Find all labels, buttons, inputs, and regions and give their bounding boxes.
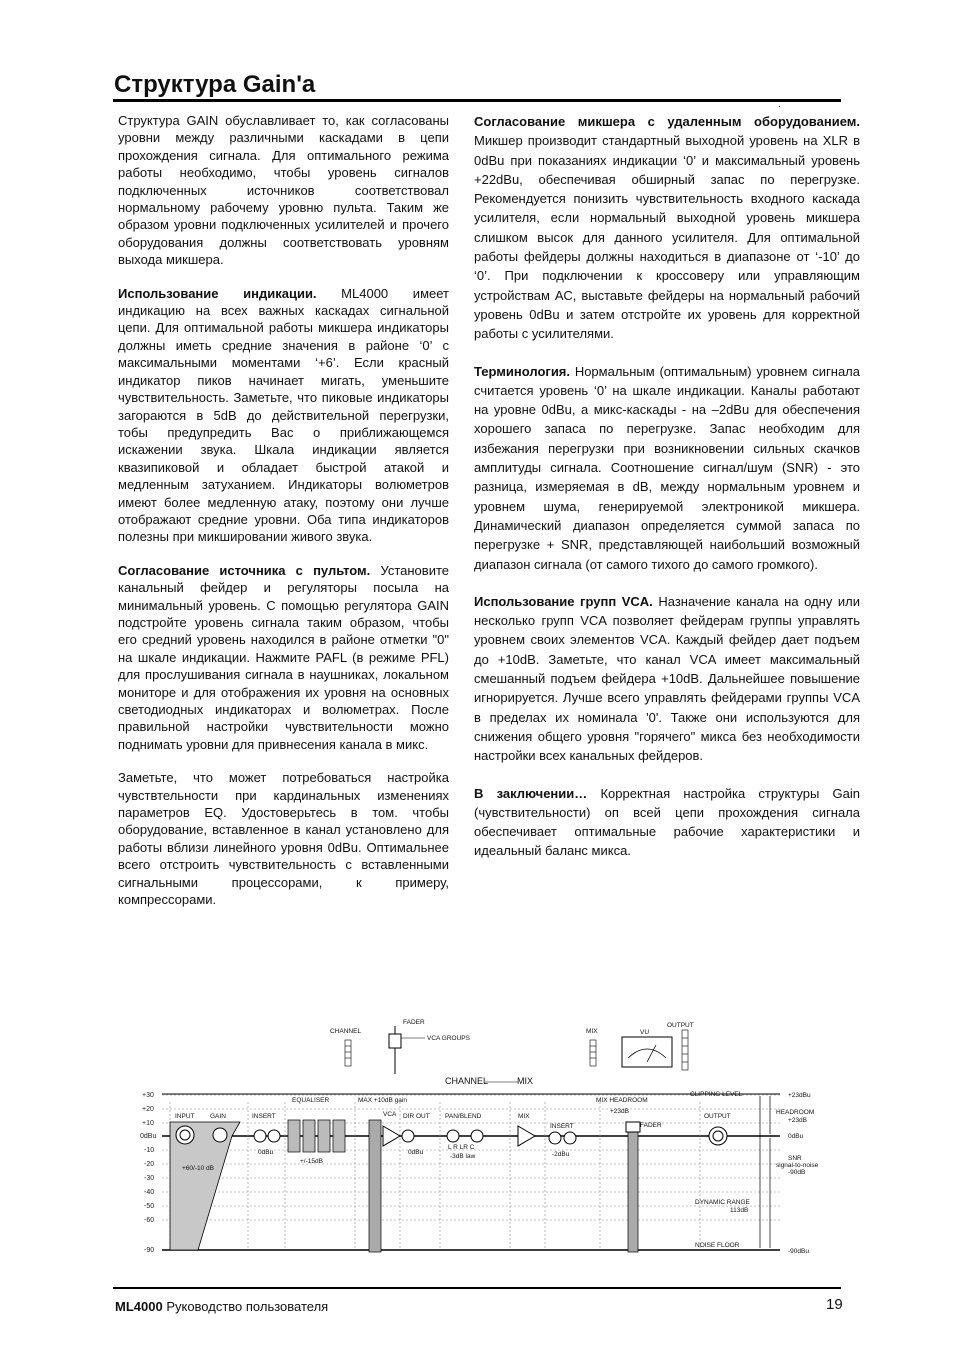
mix-meter-icon (590, 1040, 596, 1066)
page-number: 19 (826, 1296, 843, 1313)
right-zero-label: 0dBu (788, 1133, 804, 1140)
stage-insert2-label: INSERT (550, 1123, 574, 1130)
stage-mix-headroom-label: MIX HEADROOM (596, 1097, 648, 1104)
output-meter-icon (682, 1030, 688, 1070)
stage-mix-label: MIX (518, 1113, 530, 1120)
dir-out-level-value: 0dBu (408, 1149, 424, 1156)
stage-max-gain-label: MAX +10dB gain (358, 1097, 407, 1104)
db-scale (140, 1092, 156, 1254)
intro-paragraph: Структура GAIN обуславливает то, как согласованы уровни между различными каскадами в цепи прохождения сигнала. Для оптимального режима работы необходимо, чтобы уровень сигналов подключенных источников соответствовал нормальному рабочему уровню пульта. Таким же образом уровни подключенных усилителей и прочего оборудования должны соответствовать уровням выхода микшера. (118, 113, 449, 268)
remote-paragraph (474, 112, 860, 344)
footer-title (115, 1299, 328, 1314)
footer-model: ML4000 (115, 1299, 163, 1314)
scale-label: +10 (142, 1120, 154, 1127)
gain-knob-icon (213, 1128, 227, 1142)
stage-eq-label: EQUALISER (292, 1097, 330, 1104)
vca-amp-icon (383, 1126, 400, 1146)
conclusion-paragraph (474, 784, 860, 861)
vu-meter-icon (622, 1037, 672, 1067)
header-rule (113, 99, 841, 102)
meters-text: ML4000 имеет индикацию на всех важных каскадах сигнальной цепи. Для оптимальной работы микшера индикаторы должны иметь средние значения в районе ‘0’ с максимальными моментами ‘+6’. Если красный индикатор пиков начинает мигать, уменьшите чувствительность. Заметьте, что пиковые индикаторы загораются в 5dB до действительной перегрузки, тобы предупредить Вас о приближающемся искажении звука. Шкала индикации является квазипиковой и обладает быстрой атакой и медленным затуханием. Индикаторы волюметров имеют более медленную атаку, поэтому они лучше отображают средние уровни. Оба типа индикаторов полезны при микшировании живого звука. (118, 285, 449, 545)
insert-jack-icon (254, 1130, 266, 1142)
meters-heading: Использование индикации. (118, 285, 317, 301)
mix-level-value: -2dBu (552, 1151, 570, 1158)
mix-insert-jack-icon (564, 1132, 576, 1144)
left-column (118, 112, 449, 924)
vca-groups-label: VCA GROUPS (427, 1035, 470, 1042)
scale-label: +30 (142, 1092, 154, 1099)
pan-knob-icon (447, 1130, 459, 1142)
dir-out-jack-icon (402, 1130, 414, 1142)
stage-gain-label: GAIN (210, 1113, 226, 1120)
right-headroom-label: HEADROOM (776, 1109, 815, 1116)
scale-label: -20 (144, 1161, 155, 1168)
right-snr-label: SNR (788, 1155, 802, 1162)
stage-output-label: OUTPUT (704, 1113, 731, 1120)
channel-section-label: CHANNEL (445, 1076, 489, 1086)
vca-heading: Использование групп VCA. (474, 593, 653, 609)
blend-knob-icon (471, 1130, 483, 1142)
output-jack-inner-icon (713, 1131, 723, 1141)
scale-label: -90 (144, 1247, 155, 1254)
dynamic-range-value: 113dB (730, 1207, 749, 1214)
mix-section-label: MIX (517, 1076, 534, 1086)
gain-range-value: +60/-10 dB (182, 1165, 214, 1172)
pan-outputs-value: L R LR C (448, 1144, 475, 1151)
input-jack-inner-icon (180, 1130, 190, 1140)
output-top-label: OUTPUT (667, 1022, 694, 1029)
mix-insert-jack-icon (549, 1132, 561, 1144)
clipping-level-label: CLIPPING LEVEL (690, 1091, 743, 1098)
stage-vca-label: VCA (383, 1111, 397, 1118)
scale-label: -40 (144, 1189, 155, 1196)
mix-fader-column (628, 1127, 638, 1252)
conclusion-heading: В заключении… (474, 785, 588, 801)
channel-meter-icon (345, 1040, 351, 1066)
right-snr-sub-label: signal-to-noise (776, 1162, 819, 1169)
source-text: Установите канальный фейдер и регуляторы посыла на минимальный уровень. С помощью регулятора GAIN подстройте уровень сигнала таким образом, чтобы его средний уровень находился в районе отметки "0" на шкале индикации. Нажмите PAFL (в режиме PFL) для прослушивания сигнала в наушниках, локальном мониторе и для отображения их уровня на основных светодиодных индикаторах и волюметрах. После правильной настройки чувствительности можно поднимать уровни для привнесения канала в микс. (118, 562, 449, 752)
scale-label: -30 (144, 1175, 155, 1182)
stage-insert-label: INSERT (252, 1113, 276, 1120)
right-snr-value: -90dB (788, 1169, 806, 1176)
noise-floor-label: NOISE FLOOR (695, 1242, 740, 1249)
vu-label: VU (640, 1029, 650, 1036)
stage-mix-headroom-value: +23dB (610, 1108, 629, 1115)
source-heading: Согласование источника с пультом. (118, 562, 371, 578)
stage-input-label: INPUT (175, 1113, 195, 1120)
stage-fader-label: FADER (640, 1122, 662, 1129)
page-title: Структура Gain'a (114, 71, 316, 98)
right-headroom-value: +23dB (788, 1117, 807, 1124)
footer-manual: Руководство пользователя (162, 1299, 329, 1314)
scale-label: +20 (142, 1106, 154, 1113)
level-arrows (760, 1096, 770, 1248)
terminology-paragraph (474, 362, 860, 574)
vca-text: Назначение канала на одну или несколько групп VCA позволяет фейдерам группы управлять уровнем своих элементов VCA. Каждый фейдер дает подъем до +10dB. Заметьте, что канал VCA имеет максимальный смешанный подъем фейдера +10dB. Дальнейшее повышение игнорируется. Лучше всего управлять фейдерами группы VCA в пределах их номинала '0'. Также они используются для снижения общего уровня "горячего" микса без необходимости настройки всех канальных фейдеров. (474, 593, 860, 764)
vca-paragraph (474, 592, 860, 766)
right-minus90-label: -90dBu (788, 1248, 809, 1255)
scale-label: 0dBu (140, 1133, 157, 1140)
remote-heading: Согласование микшера с удаленным оборудованием. (474, 114, 860, 129)
stage-separators (170, 1102, 700, 1250)
scale-label: -10 (144, 1147, 155, 1154)
mix-fader-cap (626, 1122, 640, 1132)
right-column (474, 112, 860, 879)
stage-dir-out-label: DIR OUT (403, 1113, 430, 1120)
terminology-heading: Терминология. (474, 363, 571, 379)
right-plus23-label: +23dBu (788, 1092, 811, 1099)
fader-label: FADER (403, 1019, 425, 1026)
channel-label: CHANNEL (330, 1028, 362, 1035)
source-paragraph (118, 562, 449, 753)
insert-jack-icon (268, 1130, 280, 1142)
dynamic-range-label: DYNAMIC RANGE (695, 1199, 750, 1206)
pan-law-value: -3dB law (450, 1153, 476, 1160)
footer-rule (113, 1287, 841, 1289)
insert-level-value: 0dBu (258, 1149, 274, 1156)
scale-label: -60 (144, 1217, 155, 1224)
remote-text: Микшер производит стандартный выходной уровень на XLR в 0dBu при показаниях индикации ‘0’ и максимальный уровень +22dBu, обеспечивая обширный запас по перегрузке. Рекомендуется понизить чувствительность входного каскада усилителя, если нормальный выходной уровень микшера слишком высок для данного усилителя. Для оптимальной работы фейдеры должны находиться в диапазоне от ‘-10’ до ‘0’. При подключении к кроссоверу или управляющим устройствам АС, выставьте фейдеры на нормальный рабочий уровень 0dBu и затем отстройте их уровень для корректной работы с усилителями. (474, 133, 860, 342)
gain-structure-diagram (140, 1012, 830, 1262)
meters-paragraph (118, 285, 449, 546)
mix-amp-icon (518, 1126, 535, 1146)
eq-range-value: +/-15dB (300, 1158, 323, 1165)
conclusion-text: Корректная настройка структуры Gain (чувствительности) оп всей цепи прохождения сигнала обеспечивает оптимальные рабочие характеристики и идеальный баланс микса. (474, 785, 860, 859)
stage-pan-blend-label: PAN/BLEND (445, 1113, 482, 1120)
fader-icon (389, 1026, 425, 1074)
vca-column (369, 1120, 381, 1252)
terminology-text: Нормальным (оптимальным) уровнем сигнала считается уровень ‘0’ на шкале индикации. Каналы работают на уровне 0dBu, а микс-каскады - на –2dBu для обеспечения хорошего запаса по перегрузке. Запас необходим для избежания перегрузки при возникновении сильных скачков амплитуды сигнала. Соотношение сигнал/шум (SNR) - это разница, измеряемая в dB, между нормальным уровнем и уровнем шума, генерируемой электроникой микшера. Динамический диапазон определяется суммой запаса по перегрузке + SNR, представляющей наибольший возможный диапазон сигнала (от самого тихого до самого громкого). (474, 363, 860, 572)
scale-label: -50 (144, 1203, 155, 1210)
note-paragraph: Заметьте, что может потребоваться настройка чувствтельности при кардинальных изменениях параметров EQ. Удостоверьтесь в том. чтобы оборудование, вставленное в канал установлено для работы вблизи линейного уровня 0dBu. Оптимальнее всего отстроить чувствительность с вставленными сигнальными процессорами, к примеру, компрессорами. (118, 770, 449, 908)
header-dot: . (778, 99, 781, 110)
mix-label: MIX (586, 1028, 598, 1035)
